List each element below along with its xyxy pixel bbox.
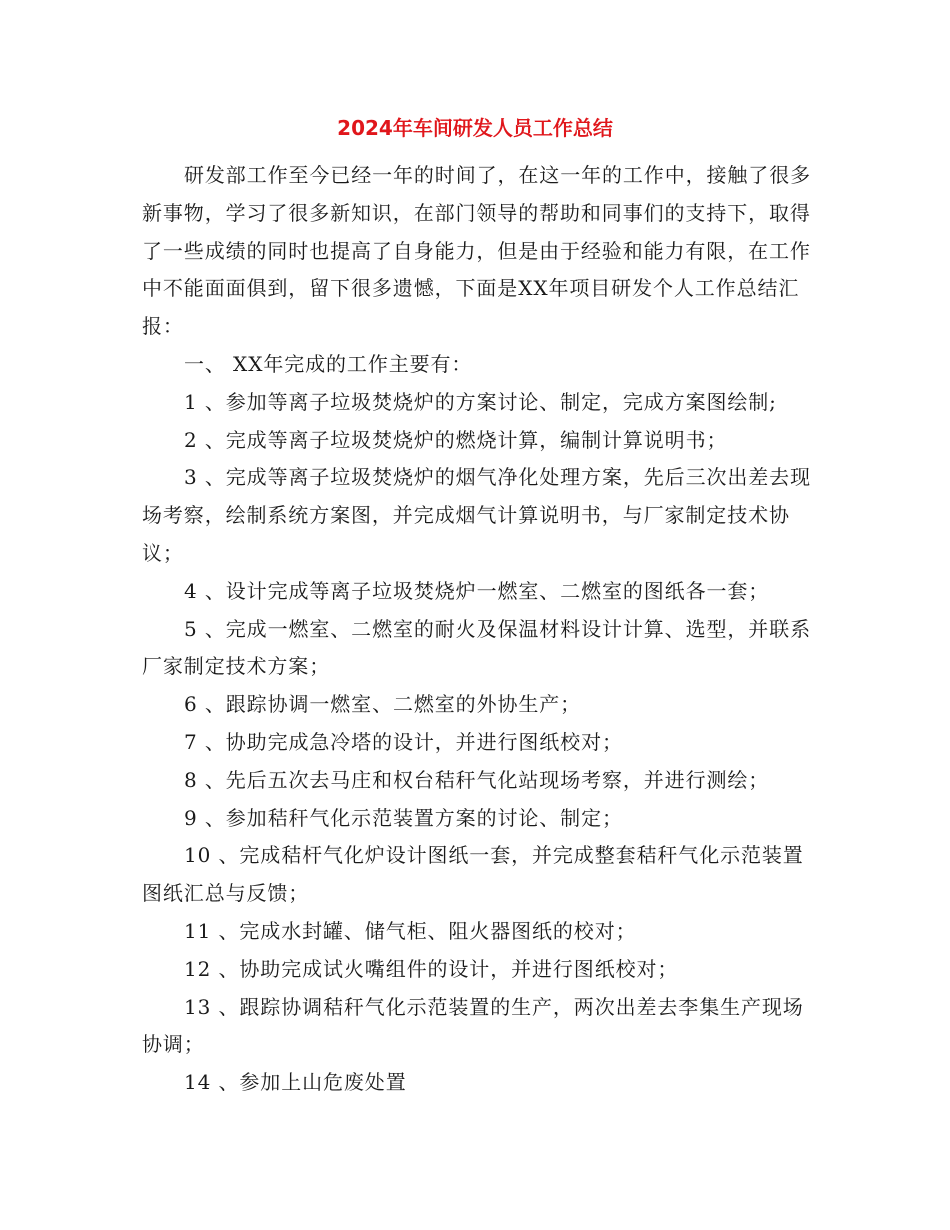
list-item: 9 、参加秸秆气化示范装置方案的讨论、制定； [184, 805, 623, 830]
section-heading: 一、 XX年完成的工作主要有： [184, 351, 473, 376]
list-item: 11 、完成水封罐、储气柜、阻火器图纸的校对； [184, 918, 637, 943]
document-body [142, 157, 812, 1102]
list-item: 4 、设计完成等离子垃圾焚烧炉一燃室、二燃室的图纸各一套； [184, 578, 770, 603]
list-item: 8 、先后五次去马庄和权台秸秆气化站现场考察，并进行测绘； [184, 767, 770, 792]
intro-paragraph: 研发部工作至今已经一年的时间了，在这一年的工作中，接触了很多新事物，学习了很多新知识，在部门领导的帮助和同事们的支持下，取得了一些成绩的同时也提高了自身能力，但是由于经验和能力有限，在工作中不能面面俱到，留下很多遗憾，下面是XX年项目研发个人工作总结汇报： [142, 163, 811, 339]
document-title: 2024年车间研发人员工作总结 [337, 116, 613, 140]
list-item: 1 、参加等离子垃圾焚烧炉的方案讨论、制定，完成方案图绘制; [184, 389, 777, 414]
list-item: 10 、完成秸杆气化炉设计图纸一套，并完成整套秸秆气化示范装置图纸汇总与反馈； [142, 843, 804, 906]
list-item: 12 、协助完成试火嘴组件的设计，并进行图纸校对； [184, 956, 679, 981]
list-item: 2 、完成等离子垃圾焚烧炉的燃烧计算，编制计算说明书； [184, 427, 728, 452]
list-item: 7 、协助完成急冷塔的设计，并进行图纸校对； [184, 729, 623, 754]
list-item: 6 、跟踪协调一燃室、二燃室的外协生产； [184, 692, 582, 717]
list-item: 5 、完成一燃室、二燃室的耐火及保温材料设计计算、选型，并联系厂家制定技术方案； [142, 616, 811, 679]
list-item: 3 、完成等离子垃圾焚烧炉的烟气净化处理方案，先后三次出差去现场考察，绘制系统方案图，并完成烟气计算说明书，与厂家制定技术协议； [142, 465, 811, 565]
list-item: 13 、跟踪协调秸秆气化示范装置的生产，两次出差去李集生产现场协调； [142, 994, 804, 1057]
list-item: 14 、参加上山危废处置 [184, 1070, 407, 1095]
